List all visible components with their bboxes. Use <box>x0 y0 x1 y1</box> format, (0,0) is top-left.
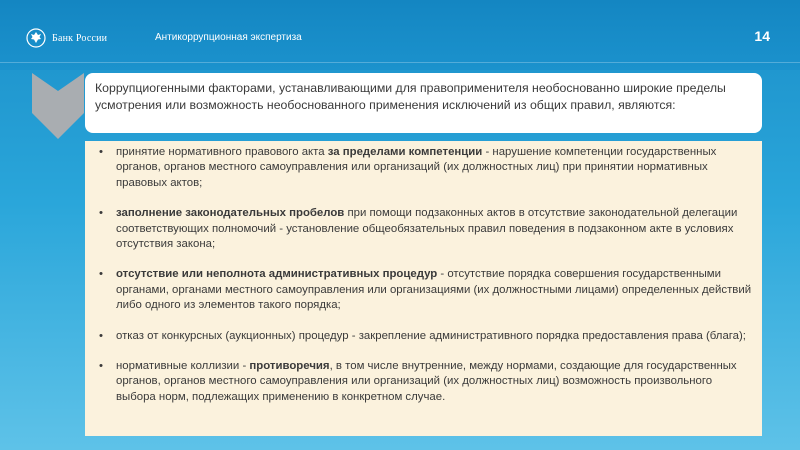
section-title: Антикоррупционная экспертиза <box>155 32 302 43</box>
chevron-down-icon <box>32 73 84 139</box>
eagle-emblem-icon <box>26 28 46 48</box>
list-item: • заполнение законодательных пробелов при помощи подзаконных актов в отсутствие законодательной делегации соответствующих полномочий - установление общеобязательных правил поведения в подзаконном акте в условиях отсутствия закона; <box>99 206 752 252</box>
intro-box <box>85 73 762 133</box>
logo <box>26 28 107 48</box>
key-term: заполнение законодательных пробелов <box>116 207 345 220</box>
page-number: 14 <box>754 28 770 44</box>
logo-text: Банк России <box>52 32 108 44</box>
intro-text: Коррупциогенными факторами, устанавливающими для правоприменителя необоснованно широкие пределы усмотрения или возможность необоснованного применения исключений из общих правил, являются: <box>95 81 726 112</box>
key-term: отсутствие или неполнота административных процедур <box>116 268 438 281</box>
key-term: противоречия <box>249 360 330 373</box>
factors-list <box>85 141 762 436</box>
list-item: • отсутствие или неполнота административных процедур - отсутствие порядка совершения государственными органами, органами местного самоуправления или организациями (их должностными лицами) определенных действий либо одного из элементов такого порядка; <box>99 267 752 313</box>
list-item: • принятие нормативного правового акта за пределами компетенции - нарушение компетенции государственных органов, органов местного самоуправления или организаций (их должностных лиц) при принятии нормативных правовых актов; <box>99 145 752 191</box>
header-bar <box>0 0 800 70</box>
list-item: • отказ от конкурсных (аукционных) процедур - закрепление административного порядка предоставления права (блага); <box>99 329 752 344</box>
key-term: за пределами компетенции <box>327 146 483 158</box>
list-item: • нормативные коллизии - противоречия, в том числе внутренние, между нормами, создающие для государственных органов, органов местного самоуправления или организаций (их должностных лиц) возможность произвольного выбора норм, подлежащих применению в конкретном случае. <box>99 359 752 405</box>
header-divider <box>0 62 800 63</box>
